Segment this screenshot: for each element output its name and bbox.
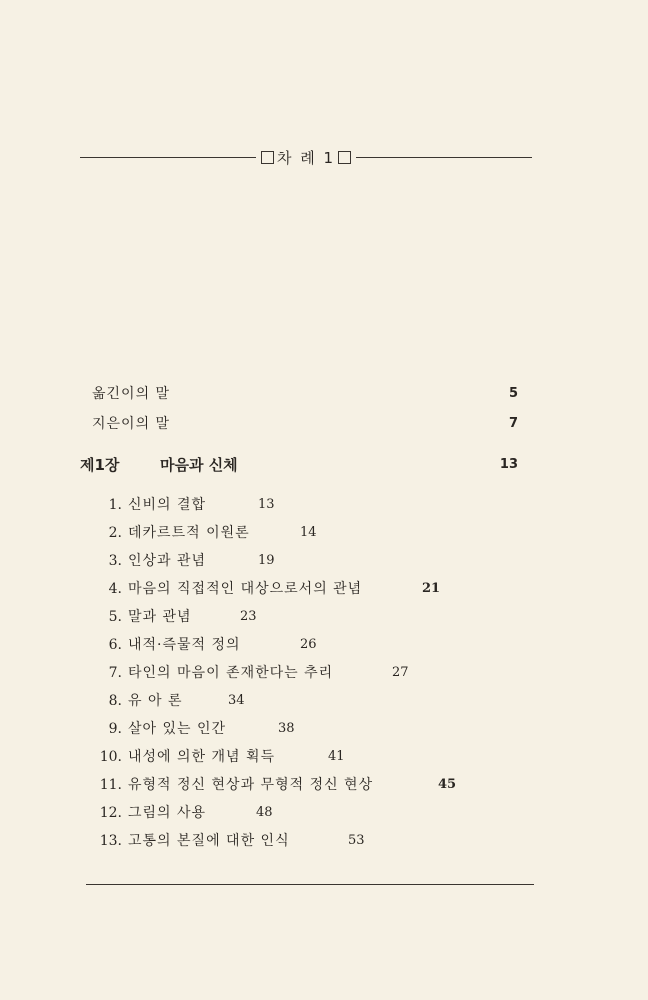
entry-label: 인상과 관념: [128, 553, 207, 569]
entry-number: 7.: [108, 665, 122, 681]
entry-number: 12.: [99, 805, 122, 821]
entry-page: 53: [348, 833, 365, 848]
entry-label: 내성에 의한 개념 획득: [128, 749, 276, 765]
entry-page: 38: [278, 721, 295, 736]
entry-label: 마음의 직접적인 대상으로서의 관념: [128, 581, 363, 597]
entry-label: 유 아 론: [128, 693, 183, 709]
header-rule-right: [356, 157, 532, 158]
chapter-number: 제1장: [80, 456, 120, 474]
chapter-page: 13: [499, 457, 518, 472]
entry-page: 27: [392, 665, 409, 680]
entry-label: 살아 있는 인간: [128, 721, 227, 737]
entry-number: 11.: [99, 777, 122, 793]
chapter-heading: [80, 454, 518, 476]
entry-label: 고통의 본질에 대한 인식: [128, 833, 290, 849]
entry-number: 1.: [108, 497, 122, 513]
toc-header: [80, 148, 532, 168]
entry-number: 10.: [99, 749, 122, 765]
chapter-title: 마음과 신체: [160, 456, 238, 474]
entry-page: 45: [438, 777, 457, 792]
entry-page: 41: [328, 749, 345, 764]
header-rule-left: [80, 157, 256, 158]
box-ornament-left: [261, 151, 274, 164]
bottom-rule: [86, 884, 534, 885]
entry-label: 신비의 결합: [128, 497, 207, 513]
entry-label: 지은이의 말: [92, 416, 171, 432]
entry-page: 7: [508, 416, 518, 431]
entry-page: 5: [508, 386, 518, 401]
entry-number: 13.: [99, 833, 122, 849]
entry-number: 9.: [108, 721, 122, 737]
entry-page: 26: [300, 637, 317, 652]
entry-page: 21: [422, 581, 441, 596]
entry-page: 34: [228, 693, 245, 708]
front-matter-entry: [92, 414, 518, 434]
entry-page: 13: [258, 497, 275, 512]
entry-number: 5.: [108, 609, 122, 625]
entry-number: 4.: [108, 581, 122, 597]
entry-page: 14: [300, 525, 317, 540]
header-title: 차 례 1: [276, 149, 336, 167]
entry-number: 8.: [108, 693, 122, 709]
entry-page: 23: [240, 609, 257, 624]
entry-page: 48: [256, 805, 273, 820]
entry-label: 말과 관념: [128, 609, 192, 625]
entry-label: 데카르트적 이원론: [128, 525, 250, 541]
box-ornament-right: [338, 151, 351, 164]
entry-page: 19: [258, 553, 275, 568]
entry-number: 3.: [108, 553, 122, 569]
entry-number: 6.: [108, 637, 122, 653]
entry-label: 그림의 사용: [128, 805, 207, 821]
entry-label: 유형적 정신 현상과 무형적 정신 현상: [128, 777, 374, 793]
front-matter-entry: [92, 384, 518, 404]
entry-label: 내적·즉물적 정의: [128, 637, 241, 653]
entry-label: 타인의 마음이 존재한다는 추리: [128, 665, 334, 681]
entry-number: 2.: [108, 525, 122, 541]
entry-label: 옮긴이의 말: [92, 386, 171, 402]
header-title-group: [256, 148, 356, 168]
